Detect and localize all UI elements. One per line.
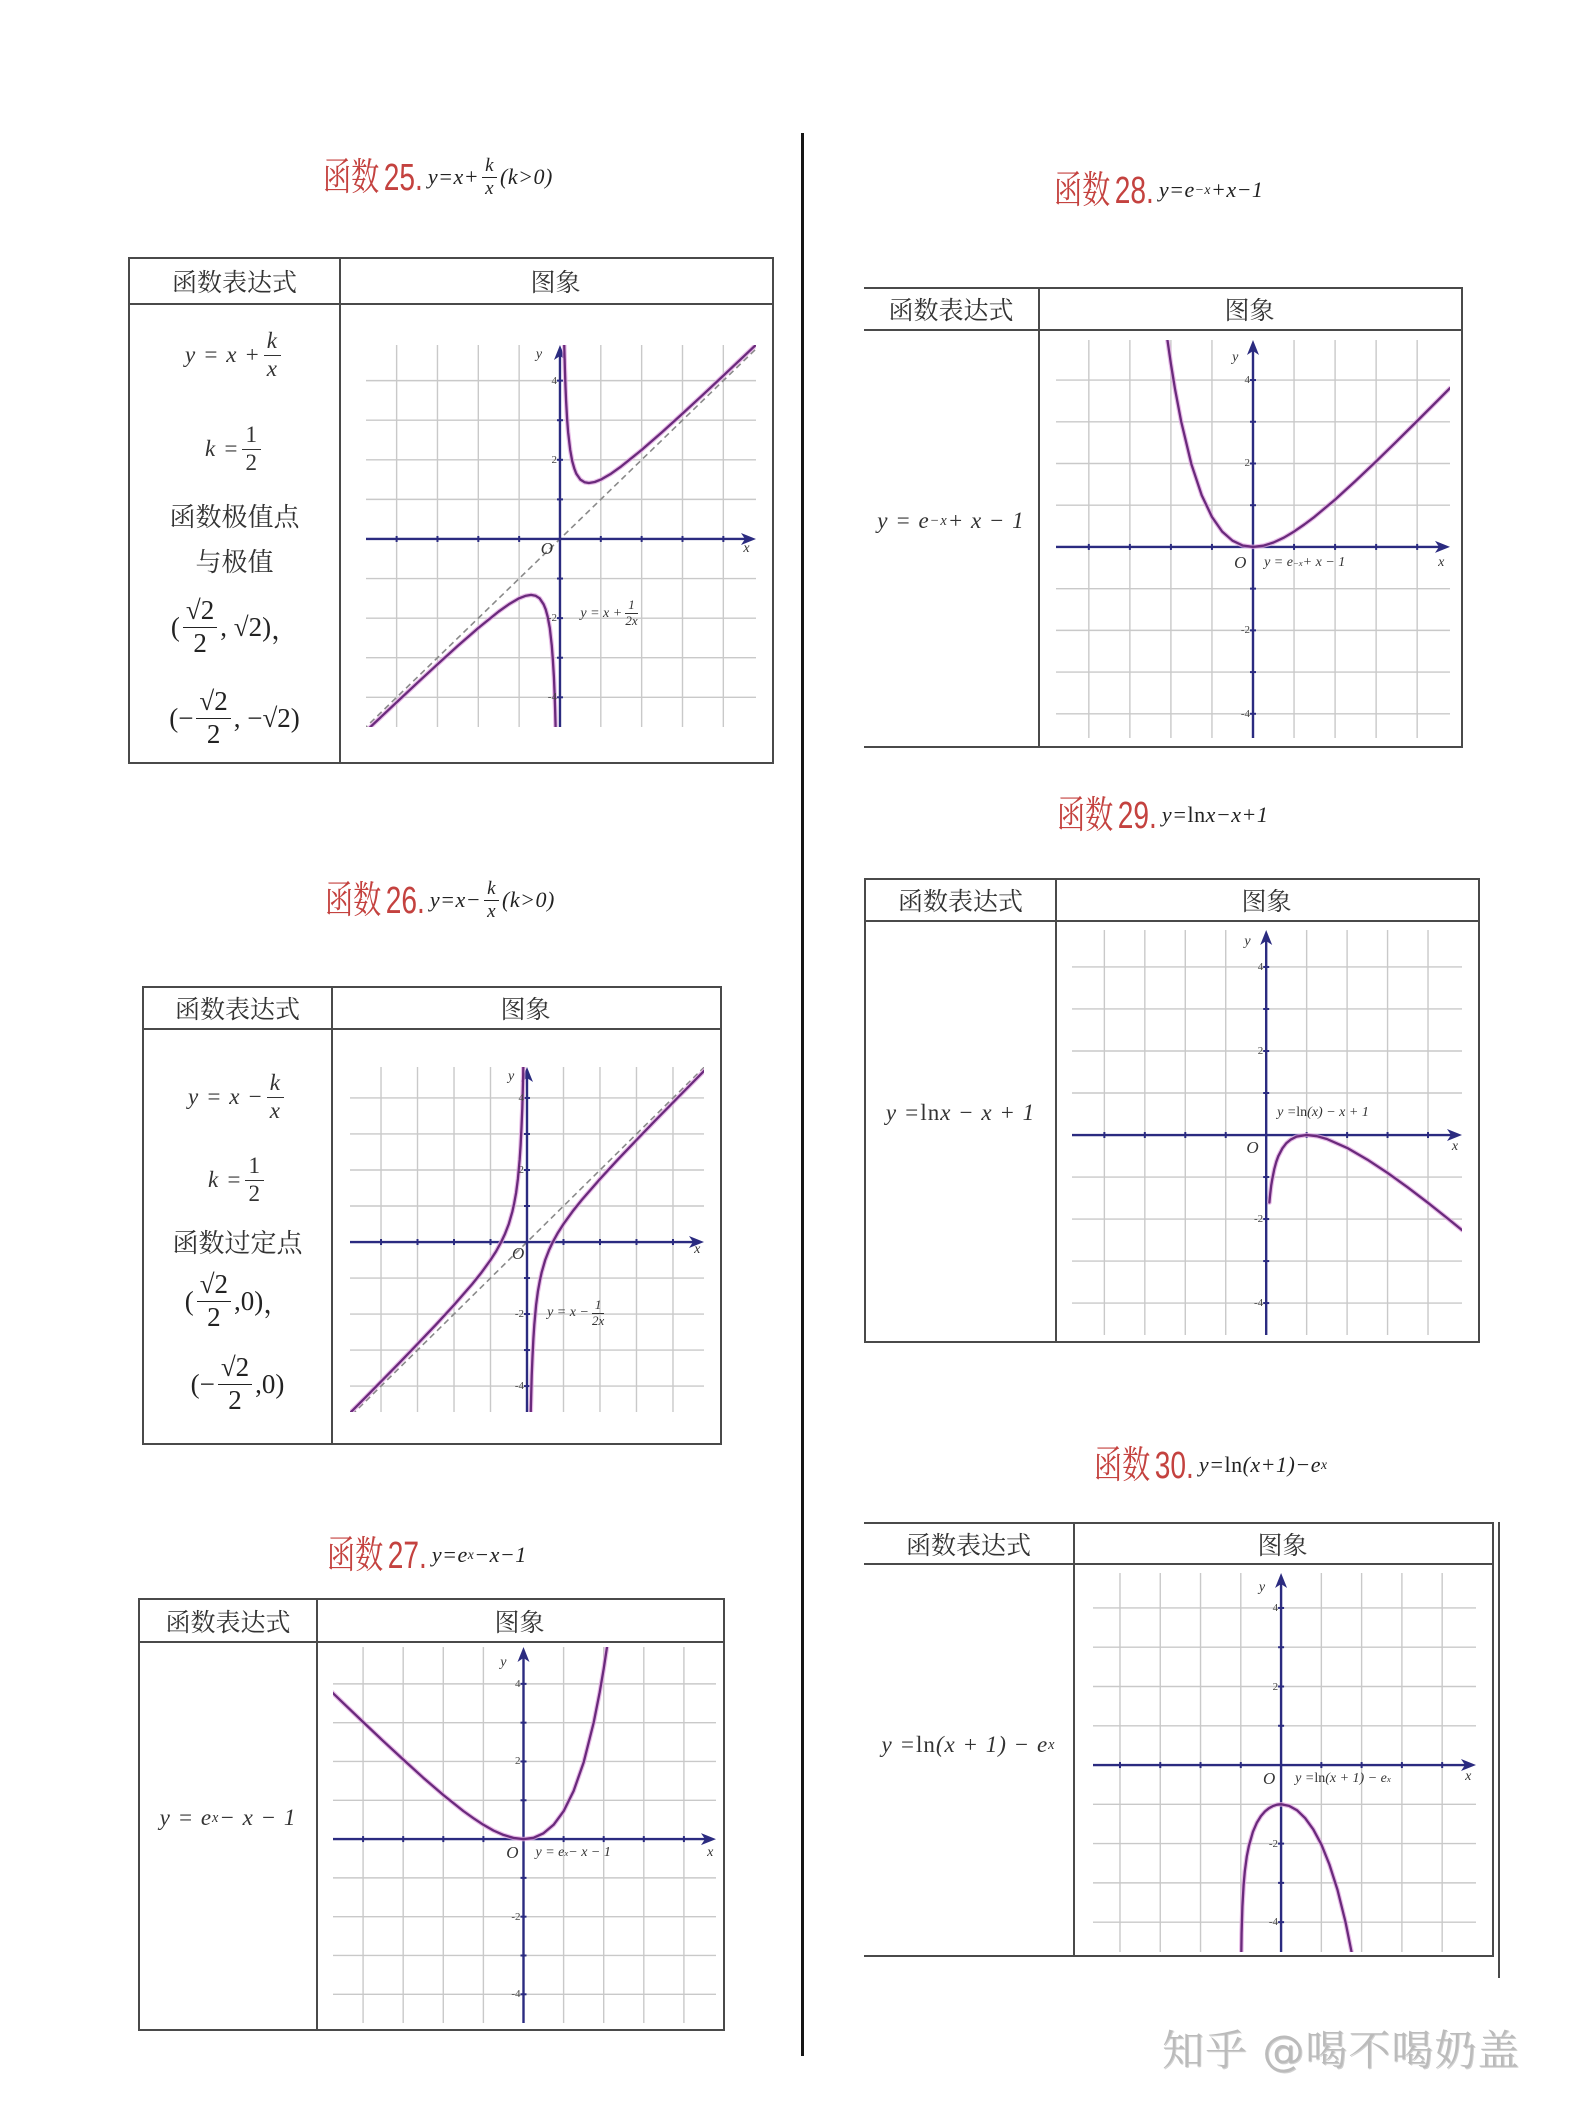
title-heading — [1057, 792, 1157, 837]
fraction — [264, 328, 281, 382]
column-divider — [1055, 880, 1057, 1341]
function-table — [864, 287, 1463, 748]
y-axis-label: y — [508, 1069, 515, 1085]
section-title — [327, 1523, 527, 1587]
formula-text: −x−1 — [474, 1542, 527, 1567]
fraction — [267, 1070, 284, 1124]
curve-halo — [1241, 1804, 1354, 1952]
function-table — [142, 986, 722, 1445]
numerator: 1 — [592, 1298, 605, 1314]
extreme-point — [130, 585, 339, 669]
title-heading — [327, 1532, 427, 1577]
curve-halo — [1167, 340, 1450, 547]
function-curve — [1241, 1804, 1354, 1952]
function-name: ln — [1314, 1770, 1326, 1786]
curve-halo — [1269, 1135, 1462, 1230]
function-table — [128, 257, 774, 764]
plot-canvas — [366, 345, 756, 727]
y-axis-label: y — [500, 1655, 507, 1671]
header-graph: 图象 — [500, 995, 551, 1024]
numerator: k — [267, 1070, 284, 1097]
label-text: y = x + — [580, 605, 623, 621]
y-axis-label: y — [1258, 1580, 1266, 1596]
fixed-point — [144, 1259, 331, 1343]
curve-halo — [333, 1647, 608, 1839]
y-tick-label: -4 — [1254, 1297, 1264, 1310]
title-formula: y=e −x +x−1 — [1158, 177, 1264, 202]
origin-label: O — [1246, 1138, 1259, 1158]
title-formula — [1162, 802, 1268, 828]
title-prefix: 函数 — [1054, 167, 1111, 212]
label-text: y = — [1295, 1770, 1315, 1786]
plot-canvas — [1093, 1573, 1476, 1952]
function-graph — [366, 345, 756, 727]
section-title — [1094, 1433, 1328, 1497]
title-formula: y=e x −x−1 — [431, 1542, 527, 1567]
title-prefix: 函数 — [1094, 1442, 1151, 1487]
separator: ， — [263, 1288, 291, 1319]
formula-text: y= — [1161, 802, 1188, 827]
function-curve — [564, 345, 756, 483]
denominator: 2x — [625, 613, 638, 629]
curve-halo — [350, 1067, 523, 1412]
y-tick-label: 2 — [551, 453, 557, 466]
y-tick-label: -2 — [1240, 624, 1250, 637]
function-table — [138, 1598, 725, 2031]
title-number: 28. — [1114, 169, 1154, 212]
column-divider-line — [801, 133, 804, 2056]
fraction — [197, 1269, 231, 1332]
numerator: k — [484, 878, 499, 901]
header-expression: 函数表达式 — [171, 268, 297, 297]
formula-text: k = — [205, 436, 240, 461]
formula-text: , −√2) — [233, 702, 300, 733]
expression-cell — [140, 1600, 316, 2029]
plot-canvas — [1072, 930, 1462, 1335]
label-text: y = e — [535, 1844, 565, 1860]
expression-cell — [130, 259, 339, 762]
header-graph: 图象 — [1241, 887, 1292, 916]
fraction — [482, 155, 497, 200]
x-axis-label: x — [1438, 554, 1445, 570]
numerator: 1 — [242, 422, 261, 449]
column-divider — [331, 988, 333, 1443]
y-tick-label: 2 — [1244, 457, 1250, 470]
curve-label: y = ln (x + 1) − e x — [1295, 1770, 1391, 1786]
y-tick-label: 4 — [1257, 960, 1264, 973]
denominator: 2x — [592, 1312, 605, 1328]
title-number: 27. — [387, 1534, 427, 1577]
label-text: y = e — [1264, 555, 1293, 571]
formula-text: ,0) — [234, 1285, 264, 1316]
function-curve — [350, 1067, 523, 1412]
fraction — [196, 686, 230, 749]
function-curve — [531, 1069, 704, 1412]
table-edge-line — [1498, 1522, 1500, 1978]
origin-label: O — [1262, 1769, 1276, 1789]
header-graph: 图象 — [494, 1607, 545, 1637]
denominator: x — [266, 355, 278, 381]
denominator: 2 — [206, 718, 221, 749]
formula-text: y = e — [877, 508, 930, 533]
denominator: 2 — [228, 1384, 242, 1415]
y-tick-label: 2 — [1272, 1680, 1279, 1693]
title-heading — [323, 154, 423, 199]
function-curve — [1269, 1135, 1462, 1230]
function-expression: y = e x − x − 1 — [159, 1805, 297, 1830]
label-text: (x + 1) − e — [1325, 1770, 1387, 1786]
denominator: x — [485, 177, 495, 199]
curve-halo — [564, 345, 756, 483]
expression-cell — [144, 988, 331, 1443]
y-tick-label: 2 — [518, 1163, 524, 1176]
fraction — [218, 1352, 252, 1415]
y-tick-label: -2 — [547, 612, 557, 625]
function-name: ln — [1296, 1104, 1308, 1120]
plot-canvas — [350, 1067, 704, 1412]
formula-text: + x − 1 — [947, 508, 1025, 533]
function-expression: y = e −x + x − 1 — [877, 508, 1025, 533]
formula-text: +x−1 — [1210, 177, 1264, 202]
y-tick-label: -4 — [1268, 1916, 1279, 1929]
numerator: √2 — [196, 686, 230, 718]
denominator: 2 — [248, 1180, 261, 1206]
x-axis-label: x — [694, 1242, 701, 1258]
origin-label: O — [506, 1843, 519, 1863]
x-axis-label: x — [1465, 1768, 1472, 1784]
title-heading — [1054, 167, 1154, 212]
x-axis-label: x — [707, 1844, 714, 1860]
title-number: 26. — [385, 879, 425, 922]
note-text: 函数极值点 — [169, 502, 300, 533]
column-divider — [1073, 1524, 1075, 1955]
y-tick-label: -4 — [511, 1988, 521, 2001]
watermark: 知乎 @喝不喝奶盖 — [1162, 2026, 1521, 2075]
function-graph — [1056, 340, 1450, 738]
column-divider — [339, 259, 341, 762]
formula-text: y=e — [1158, 177, 1195, 202]
expression-cell — [864, 289, 1038, 746]
fraction — [183, 595, 217, 658]
formula-text: y = x − — [188, 1084, 264, 1109]
numerator: 1 — [625, 598, 638, 614]
origin-label: O — [1234, 553, 1247, 573]
formula-text: ,0) — [255, 1368, 285, 1399]
numerator: k — [264, 328, 281, 355]
y-tick-label: 4 — [518, 1091, 524, 1104]
fraction — [242, 422, 261, 476]
title-heading — [325, 877, 425, 922]
fraction — [484, 878, 499, 923]
y-tick-label: 4 — [551, 374, 557, 387]
formula-text: y=x+ — [427, 164, 480, 189]
formula-text: − x − 1 — [219, 1805, 297, 1830]
formula-text: k = — [208, 1167, 243, 1192]
extreme-point — [130, 676, 339, 760]
title-prefix: 函数 — [325, 877, 382, 922]
origin-label: O — [512, 1243, 525, 1263]
separator: ， — [271, 614, 299, 645]
function-name: ln — [915, 1732, 936, 1757]
function-graph — [333, 1647, 716, 2023]
numerator: √2 — [183, 595, 217, 627]
label-text: y = x − — [547, 1305, 589, 1321]
header-expression: 函数表达式 — [897, 887, 1023, 916]
formula-text: ( — [170, 611, 180, 642]
x-axis-label: x — [1451, 1139, 1459, 1155]
function-expression: y = ln (x + 1) − e x — [881, 1732, 1056, 1757]
expression-cell — [866, 880, 1055, 1341]
label-text: + x − 1 — [1302, 555, 1346, 571]
label-text: − x − 1 — [568, 1844, 611, 1860]
title-number: 25. — [383, 156, 423, 199]
note-text: 与极值 — [195, 547, 274, 578]
y-tick-label: -2 — [1268, 1837, 1279, 1850]
formula-text: y= — [1198, 1452, 1225, 1477]
y-tick-label: 4 — [1272, 1601, 1279, 1614]
function-table — [864, 1522, 1494, 1957]
function-graph — [350, 1067, 704, 1412]
y-tick-label: 2 — [1257, 1044, 1264, 1057]
y-tick-label: 4 — [1244, 374, 1250, 387]
y-tick-label: -2 — [511, 1910, 521, 1923]
title-number: 30. — [1154, 1444, 1194, 1487]
formula-text: y = e — [159, 1805, 213, 1830]
function-name: ln — [1224, 1452, 1243, 1477]
denominator: x — [269, 1097, 281, 1123]
curve-label — [1277, 1105, 1369, 1121]
title-prefix: 函数 — [327, 1532, 384, 1577]
label-text: y = — [1277, 1104, 1297, 1120]
header-expression: 函数表达式 — [174, 995, 300, 1024]
curve-label — [547, 1298, 607, 1329]
denominator: 2 — [193, 627, 207, 658]
header-expression: 函数表达式 — [165, 1607, 291, 1637]
section-title — [1057, 783, 1268, 847]
formula-text: , √2) — [220, 611, 272, 642]
function-graph — [1072, 930, 1462, 1335]
numerator: √2 — [197, 1269, 231, 1301]
fixed-point — [144, 1342, 331, 1426]
column-divider — [316, 1600, 318, 2029]
title-prefix: 函数 — [323, 154, 380, 199]
origin-label: O — [540, 539, 554, 559]
curve-label: y = e x − x − 1 — [535, 1844, 611, 1860]
title-number: 29. — [1117, 794, 1157, 837]
plot-canvas — [333, 1647, 716, 2023]
formula-text: (k>0) — [502, 887, 555, 912]
y-tick-label: 4 — [514, 1677, 521, 1690]
formula-text: y=e — [431, 1542, 468, 1567]
curve-halo — [366, 595, 556, 727]
fraction — [625, 598, 638, 629]
header-expression: 函数表达式 — [888, 296, 1014, 325]
fraction — [592, 1298, 605, 1329]
section-title — [325, 868, 555, 932]
curve-label — [580, 598, 640, 629]
title-formula: y= ln (x+1)−e x — [1198, 1452, 1328, 1477]
denominator: 2 — [207, 1301, 221, 1332]
title-formula — [430, 878, 555, 923]
expression-cell — [864, 1524, 1073, 1955]
formula-text: (k>0) — [500, 164, 553, 189]
denominator: x — [487, 900, 497, 922]
formula-text: ( — [184, 1285, 194, 1316]
formula-text: (− — [169, 702, 194, 733]
curve-label: y = e −x + x − 1 — [1264, 555, 1346, 571]
header-expression: 函数表达式 — [905, 1530, 1031, 1560]
y-axis-label: y — [1244, 933, 1251, 949]
y-tick-label: -2 — [1254, 1213, 1264, 1226]
section-title — [1054, 158, 1263, 222]
function-expression — [144, 1055, 331, 1139]
function-name: ln — [1187, 802, 1206, 827]
y-axis-label: y — [535, 346, 543, 362]
title-formula — [428, 155, 553, 200]
y-axis-label: y — [1232, 350, 1239, 365]
y-tick-label: -4 — [1240, 707, 1250, 720]
header-graph: 图象 — [1224, 296, 1275, 325]
formula-text: (x+1)−e — [1242, 1452, 1321, 1477]
numerator: 1 — [245, 1153, 264, 1180]
formula-text: (− — [190, 1368, 215, 1399]
header-graph: 图象 — [1257, 1530, 1308, 1560]
function-name: ln — [920, 1100, 941, 1125]
y-tick-label: 2 — [514, 1755, 521, 1768]
y-tick-label: -4 — [514, 1380, 524, 1393]
y-tick-label: -4 — [547, 691, 557, 704]
label-text: (x) − x + 1 — [1307, 1104, 1369, 1120]
y-tick-label: -2 — [514, 1308, 524, 1321]
note-text: 函数过定点 — [172, 1228, 303, 1259]
formula-text: y = — [885, 1100, 921, 1125]
formula-text: x − x + 1 — [940, 1100, 1036, 1125]
formula-text: x−x+1 — [1205, 802, 1269, 827]
denominator: 2 — [245, 449, 258, 475]
column-divider — [1038, 289, 1040, 746]
formula-text: (x + 1) − e — [935, 1732, 1049, 1757]
function-expression — [130, 313, 339, 397]
numerator: k — [482, 155, 497, 178]
function-table — [864, 878, 1480, 1343]
formula-text: y = — [881, 1732, 916, 1757]
formula-text: y=x− — [429, 887, 482, 912]
numerator: √2 — [218, 1352, 252, 1384]
section-title — [323, 145, 553, 209]
title-prefix: 函数 — [1057, 792, 1114, 837]
title-heading — [1094, 1442, 1194, 1487]
plot-canvas — [1056, 340, 1450, 738]
x-axis-label: x — [743, 540, 750, 556]
formula-text: y = x + — [185, 342, 261, 367]
curve-halo — [531, 1069, 704, 1412]
header-graph: 图象 — [530, 268, 581, 297]
function-graph — [1093, 1573, 1476, 1952]
function-expression — [866, 1071, 1055, 1155]
